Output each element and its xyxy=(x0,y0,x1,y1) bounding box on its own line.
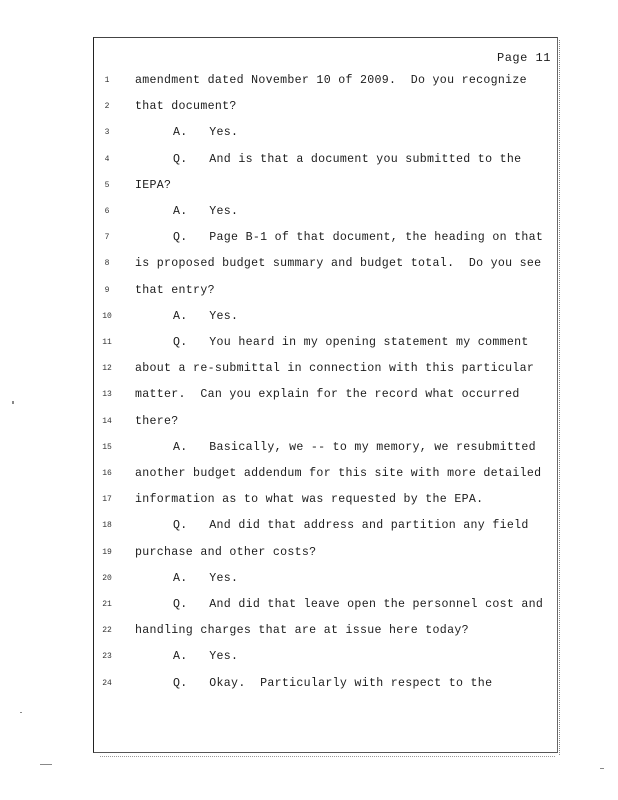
line-number: 4 xyxy=(104,154,110,164)
transcript-line xyxy=(0,597,618,615)
transcript-line xyxy=(0,571,618,589)
line-text: purchase and other costs? xyxy=(135,545,317,559)
transcript-line xyxy=(0,649,618,667)
scan-bottom-noise xyxy=(100,756,555,759)
line-text: A. Yes. xyxy=(173,205,239,218)
transcript-line xyxy=(0,256,618,274)
line-text: about a re-submittal in connection with this particular xyxy=(135,362,535,376)
transcript-line xyxy=(0,73,618,91)
transcript-line xyxy=(0,466,618,484)
line-text: A. Yes. xyxy=(173,309,239,323)
line-text: handling charges that are at issue here today? xyxy=(135,624,469,638)
line-number: 14 xyxy=(102,416,112,426)
line-text: A. Basically, we -- to my memory, we resubmitted xyxy=(173,440,536,454)
page-number-label: Page 11 xyxy=(497,51,551,65)
line-text: information as to what was requested by the EPA. xyxy=(135,493,484,507)
line-number: 5 xyxy=(104,180,110,190)
line-number: 19 xyxy=(102,547,112,557)
transcript-line xyxy=(0,545,618,563)
transcript-line xyxy=(0,125,618,143)
line-number: 6 xyxy=(104,207,110,216)
line-number: 12 xyxy=(102,364,112,374)
line-text: matter. Can you explain for the record what occurred xyxy=(135,388,520,402)
line-text: A. Yes. xyxy=(173,126,239,140)
transcript-line xyxy=(0,309,618,327)
transcript-line xyxy=(0,335,618,353)
line-number: 1 xyxy=(104,76,110,85)
line-number: 16 xyxy=(102,469,112,478)
line-text: Q. Okay. Particularly with respect to the xyxy=(173,676,493,690)
line-number: 15 xyxy=(102,442,112,452)
line-number: 13 xyxy=(102,390,112,400)
line-number: 10 xyxy=(102,311,112,321)
line-number: 3 xyxy=(104,128,110,138)
transcript-line xyxy=(0,414,618,432)
transcript-line xyxy=(0,178,618,196)
line-text: Q. You heard in my opening statement my comment xyxy=(173,336,529,349)
line-text: IEPA? xyxy=(135,178,172,192)
line-number: 7 xyxy=(104,233,110,243)
line-text: Q. Page B-1 of that document, the heading on that xyxy=(173,231,544,245)
transcript-line xyxy=(0,152,618,170)
line-number: 11 xyxy=(102,338,112,347)
transcript-line xyxy=(0,204,618,222)
line-text: another budget addendum for this site with more detailed xyxy=(135,467,542,480)
line-text: Q. And did that address and partition any field xyxy=(173,519,529,533)
line-number: 20 xyxy=(102,573,112,583)
line-number: 18 xyxy=(102,521,112,531)
transcript-line xyxy=(0,518,618,536)
line-text: is proposed budget summary and budget total. Do you see xyxy=(135,257,542,271)
scan-speck xyxy=(600,768,604,769)
transcript-line xyxy=(0,676,618,694)
line-text: there? xyxy=(135,414,179,428)
line-text: amendment dated November 10 of 2009. Do you recognize xyxy=(135,74,527,87)
line-number: 2 xyxy=(104,102,110,112)
line-text: Q. And did that leave open the personnel cost and xyxy=(173,598,544,611)
transcript-line xyxy=(0,230,618,248)
transcript-line xyxy=(0,361,618,379)
transcript-line xyxy=(0,623,618,641)
line-number: 9 xyxy=(104,285,110,295)
line-text: that entry? xyxy=(135,283,215,297)
transcript-line xyxy=(0,283,618,301)
line-number: 8 xyxy=(104,259,110,269)
line-text: A. Yes. xyxy=(173,650,239,664)
line-text: that document? xyxy=(135,100,237,114)
line-number: 21 xyxy=(102,600,112,609)
transcript-line xyxy=(0,492,618,510)
scan-speck xyxy=(20,712,22,713)
line-number: 24 xyxy=(102,678,112,688)
line-number: 17 xyxy=(102,495,112,505)
line-text: A. Yes. xyxy=(173,571,239,585)
transcript-line xyxy=(0,99,618,117)
scan-speck xyxy=(40,764,52,765)
transcript-line xyxy=(0,440,618,458)
line-number: 23 xyxy=(102,652,112,662)
line-number: 22 xyxy=(102,626,112,636)
transcript-line xyxy=(0,387,618,405)
line-text: Q. And is that a document you submitted to the xyxy=(173,152,522,166)
